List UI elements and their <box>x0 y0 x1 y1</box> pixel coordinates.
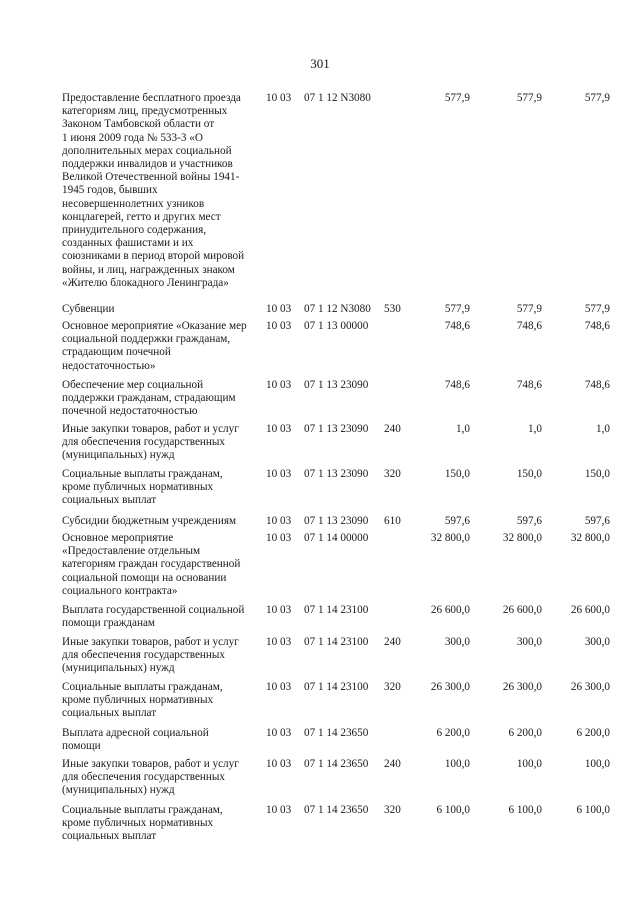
section-code: 10 03 <box>266 636 292 648</box>
item-name: Социальные выплаты гражданам, кроме публичных нормативных социальных выплат <box>62 681 223 720</box>
item-name: Социальные выплаты гражданам, кроме публичных нормативных социальных выплат <box>62 804 223 843</box>
section-code: 10 03 <box>266 92 292 104</box>
amount-year-1: 100,0 <box>444 758 470 770</box>
amount-year-1: 6 200,0 <box>436 727 470 739</box>
expense-type-code: 610 <box>384 515 401 527</box>
amount-year-2: 300,0 <box>516 636 542 648</box>
target-code: 07 1 13 23090 <box>304 423 369 435</box>
amount-year-3: 748,6 <box>584 379 610 391</box>
amount-year-3: 577,9 <box>584 303 610 315</box>
expense-type-code: 240 <box>384 758 401 770</box>
expense-type-code: 530 <box>384 303 401 315</box>
target-code: 07 1 14 23100 <box>304 681 369 693</box>
target-code: 07 1 14 23650 <box>304 727 369 739</box>
target-code: 07 1 13 00000 <box>304 320 369 332</box>
amount-year-2: 26 600,0 <box>502 604 542 616</box>
expense-type-code: 240 <box>384 423 401 435</box>
section-code: 10 03 <box>266 532 292 544</box>
expense-type-code: 320 <box>384 681 401 693</box>
target-code: 07 1 14 23100 <box>304 636 369 648</box>
target-code: 07 1 13 23090 <box>304 515 369 527</box>
target-code: 07 1 13 23090 <box>304 379 369 391</box>
section-code: 10 03 <box>266 468 292 480</box>
amount-year-1: 1,0 <box>456 423 470 435</box>
amount-year-1: 32 800,0 <box>430 532 470 544</box>
item-name: Иные закупки товаров, работ и услуг для обеспечения государственных (муниципальных) нужд <box>62 758 239 797</box>
amount-year-2: 150,0 <box>516 468 542 480</box>
amount-year-3: 6 100,0 <box>576 804 610 816</box>
amount-year-3: 26 600,0 <box>570 604 610 616</box>
amount-year-3: 100,0 <box>584 758 610 770</box>
target-code: 07 1 12 N3080 <box>304 303 371 315</box>
item-name: Предоставление бесплатного проезда категориям лиц, предусмотренных Законом Тамбовской области от 1 июня 2009 года № 533-3 «О дополнительных мерах социальной поддержки инвалидов и участников Великой Отечественной войны 1941- 1945 годов, бывших несовершеннолетних узников концлагерей, гетто и других мест принудительного содержания, созданных фашистами и их союзниками в период второй мировой войны, и лиц, награжденных знаком «Жителю блокадного Ленинграда» <box>62 92 245 289</box>
section-code: 10 03 <box>266 379 292 391</box>
section-code: 10 03 <box>266 727 292 739</box>
amount-year-1: 26 600,0 <box>430 604 470 616</box>
amount-year-3: 6 200,0 <box>576 727 610 739</box>
section-code: 10 03 <box>266 681 292 693</box>
amount-year-1: 26 300,0 <box>430 681 470 693</box>
amount-year-1: 577,9 <box>444 92 470 104</box>
amount-year-1: 748,6 <box>444 379 470 391</box>
amount-year-2: 597,6 <box>516 515 542 527</box>
expense-type-code: 320 <box>384 468 401 480</box>
amount-year-2: 748,6 <box>516 379 542 391</box>
amount-year-1: 597,6 <box>444 515 470 527</box>
amount-year-1: 577,9 <box>444 303 470 315</box>
amount-year-3: 26 300,0 <box>570 681 610 693</box>
item-name: Основное мероприятие «Оказание мер социальной поддержки гражданам, страдающим почечной недостаточностью» <box>62 320 247 372</box>
amount-year-3: 32 800,0 <box>570 532 610 544</box>
target-code: 07 1 14 23100 <box>304 604 369 616</box>
amount-year-1: 150,0 <box>444 468 470 480</box>
amount-year-2: 32 800,0 <box>502 532 542 544</box>
amount-year-3: 597,6 <box>584 515 610 527</box>
amount-year-1: 748,6 <box>444 320 470 332</box>
amount-year-2: 577,9 <box>516 303 542 315</box>
section-code: 10 03 <box>266 604 292 616</box>
item-name: Субвенции <box>62 303 115 315</box>
amount-year-2: 748,6 <box>516 320 542 332</box>
expense-type-code: 240 <box>384 636 401 648</box>
amount-year-3: 748,6 <box>584 320 610 332</box>
section-code: 10 03 <box>266 320 292 332</box>
target-code: 07 1 14 00000 <box>304 532 369 544</box>
amount-year-3: 1,0 <box>596 423 610 435</box>
amount-year-2: 6 200,0 <box>508 727 542 739</box>
page-number: 301 <box>310 56 330 71</box>
amount-year-1: 6 100,0 <box>436 804 470 816</box>
item-name: Иные закупки товаров, работ и услуг для обеспечения государственных (муниципальных) нужд <box>62 636 239 675</box>
section-code: 10 03 <box>266 758 292 770</box>
amount-year-2: 6 100,0 <box>508 804 542 816</box>
item-name: Основное мероприятие «Предоставление отдельным категориям граждан государственной социальной помощи на основании социального контракта» <box>62 532 241 597</box>
amount-year-2: 1,0 <box>528 423 542 435</box>
section-code: 10 03 <box>266 303 292 315</box>
target-code: 07 1 13 23090 <box>304 468 369 480</box>
target-code: 07 1 14 23650 <box>304 758 369 770</box>
item-name: Выплата государственной социальной помощи гражданам <box>62 604 245 630</box>
target-code: 07 1 12 N3080 <box>304 92 371 104</box>
section-code: 10 03 <box>266 804 292 816</box>
amount-year-3: 150,0 <box>584 468 610 480</box>
item-name: Обеспечение мер социальной поддержки гражданам, страдающим почечной недостаточностью <box>62 379 236 418</box>
target-code: 07 1 14 23650 <box>304 804 369 816</box>
section-code: 10 03 <box>266 515 292 527</box>
amount-year-3: 577,9 <box>584 92 610 104</box>
amount-year-3: 300,0 <box>584 636 610 648</box>
item-name: Иные закупки товаров, работ и услуг для обеспечения государственных (муниципальных) нужд <box>62 423 239 462</box>
item-name: Социальные выплаты гражданам, кроме публичных нормативных социальных выплат <box>62 468 223 507</box>
amount-year-2: 26 300,0 <box>502 681 542 693</box>
amount-year-2: 577,9 <box>516 92 542 104</box>
section-code: 10 03 <box>266 423 292 435</box>
expense-type-code: 320 <box>384 804 401 816</box>
item-name: Субсидии бюджетным учреждениям <box>62 515 237 527</box>
amount-year-2: 100,0 <box>516 758 542 770</box>
item-name: Выплата адресной социальной помощи <box>62 727 209 753</box>
amount-year-1: 300,0 <box>444 636 470 648</box>
